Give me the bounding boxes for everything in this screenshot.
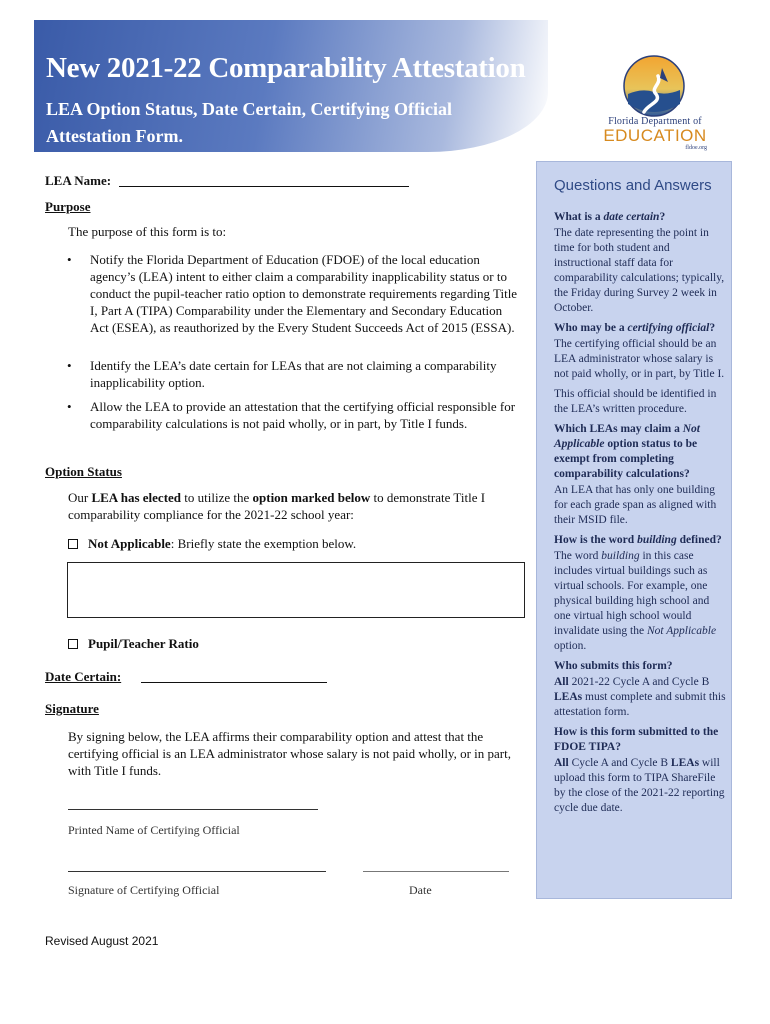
signature-line[interactable] — [68, 871, 326, 872]
qa-answer-1: The date representing the point in time for both student and instructional staff data for comparability calculations; typically, the Friday during Survey 2 week in October. — [554, 227, 725, 314]
qa-answer-2: The certifying official should be an LEA administrator whose salary is not paid wholly, or in part, by Title I. — [554, 338, 725, 380]
qa-question-3: Which LEAs may claim a Not Applicable option status to be exempt from completing comparability calculations? — [554, 423, 700, 480]
florida-logo-icon — [622, 54, 686, 118]
lea-name-label: LEA Name: — [45, 173, 112, 188]
logo-text-education: EDUCATION — [603, 126, 707, 145]
lea-name-field[interactable] — [119, 186, 409, 187]
logo-text-department: Florida Department of — [608, 116, 702, 127]
pupil-teacher-ratio-checkbox[interactable] — [68, 639, 78, 649]
qa-question-2: Who may be a certifying official? — [554, 322, 716, 334]
qa-answer-6: All Cycle A and Cycle B LEAs will upload this form to TIPA ShareFile by the close of the 2021-22 reporting cycle due date. — [554, 757, 725, 814]
signature-label: Signature of Certifying Official — [68, 883, 220, 897]
header-banner — [34, 20, 548, 152]
option-status-text: Our LEA has elected to utilize the option marked below to demonstrate Title I comparability compliance for the 2021-22 school year: — [68, 490, 486, 522]
exemption-text-box[interactable] — [67, 562, 525, 618]
page-subtitle: LEA Option Status, Date Certain, Certifying Official Attestation Form. — [46, 99, 452, 146]
logo-text-url: fldoe.org — [685, 145, 707, 151]
purpose-bullet-1: • Notify the Florida Department of Education (FDOE) of the local education agency’s (LEA) intent to either claim a comparability inapplicability status or to conduct the pupil-teacher ratio option to demonstrate requirements regarding Title I, Part A (TIPA) Comparability under the Elementary and Secondary Education Act (ESEA), as reauthorized by the Every Student Succeeds Act of 2015 (ESSA). — [90, 251, 520, 336]
qa-question-4: How is the word building defined? — [554, 534, 722, 546]
not-applicable-instruction: : Briefly state the exemption below. — [170, 536, 357, 551]
qa-answer-5: All 2021-22 Cycle A and Cycle B LEAs must complete and submit this attestation form. — [554, 676, 726, 718]
signature-attestation-text: By signing below, the LEA affirms their comparability option and attest that the certifying official is an LEA administrator whose salary is not paid wholly, or in part, with Title I funds. — [68, 729, 511, 778]
fldoe-logo — [595, 52, 715, 152]
purpose-bullet-2: • Identify the LEA’s date certain for LEAs that are not claiming a comparability inapplicability option. — [90, 357, 520, 391]
date-line[interactable] — [363, 871, 509, 872]
qa-answer-2b: This official should be identified in the LEA’s written procedure. — [554, 388, 717, 415]
qa-list — [554, 210, 726, 821]
signature-heading: Signature — [45, 701, 99, 716]
date-certain-label: Date Certain: — [45, 669, 122, 684]
date-label: Date — [409, 883, 432, 897]
qa-answer-4: The word building in this case includes virtual buildings such as virtual schools. For example, one physical building high school and one virtual high school would invalidate using the Not Applicable option. — [554, 550, 717, 652]
page-title: New 2021-22 Comparability Attestation — [46, 52, 526, 84]
purpose-heading: Purpose — [45, 199, 91, 214]
qa-question-5: Who submits this form? — [554, 660, 673, 672]
not-applicable-option — [68, 535, 356, 552]
pupil-teacher-ratio-label: Pupil/Teacher Ratio — [88, 636, 199, 651]
not-applicable-checkbox[interactable] — [68, 539, 78, 549]
printed-name-line[interactable] — [68, 809, 318, 810]
option-status-heading: Option Status — [45, 464, 122, 479]
purpose-bullet-3: • Allow the LEA to provide an attestation that the certifying official responsible for comparability calculations is not paid wholly, or in part, by Title I funds. — [90, 398, 520, 432]
pupil-teacher-ratio-option — [68, 635, 199, 652]
printed-name-label: Printed Name of Certifying Official — [68, 823, 240, 837]
qa-sidebar — [536, 161, 732, 899]
revision-note: Revised August 2021 — [45, 934, 159, 948]
qa-title: Questions and Answers — [554, 177, 712, 194]
date-certain-field[interactable] — [141, 682, 327, 683]
purpose-intro: The purpose of this form is to: — [68, 224, 227, 239]
qa-question-6: How is this form submitted to the FDOE TIPA? — [554, 726, 719, 753]
qa-question-1: What is a date certain? — [554, 211, 666, 223]
not-applicable-label: Not Applicable — [88, 536, 171, 551]
qa-answer-3: An LEA that has only one building for each grade span as aligned with their MSID file. — [554, 484, 717, 526]
